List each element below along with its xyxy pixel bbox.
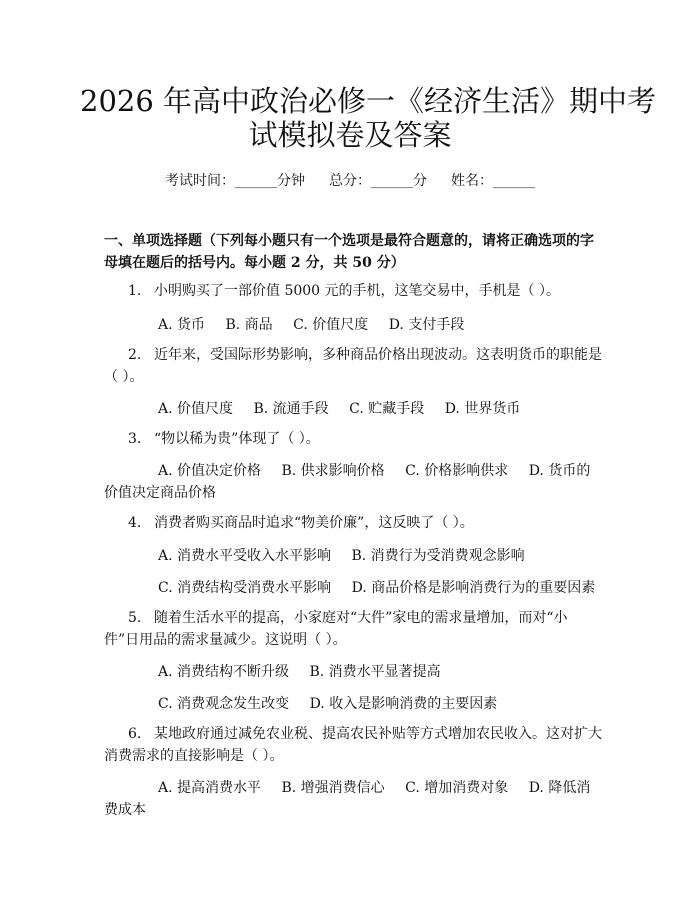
question-5-options-row-2	[158, 693, 513, 713]
option-c: C. 贮藏手段	[349, 401, 425, 417]
question-text-continued: 消费需求的直接影响是（ ）。	[104, 748, 284, 764]
option-d: D. 支付手段	[388, 317, 465, 333]
page-title	[80, 84, 657, 152]
question-text: 某地政府通过减免农业税、提高农民补贴等方式增加农民收入。这对扩大	[154, 726, 602, 742]
question-number: 5.	[128, 610, 142, 626]
question-text: 小明购买了一部价值 5000 元的手机，这笔交易中，手机是（ ）。	[154, 283, 560, 299]
exam-time: 考试时间：______分钟	[165, 173, 305, 189]
option-d-continued: 费成本	[104, 802, 146, 818]
question-number: 4.	[128, 515, 142, 531]
student-name: 姓名：______	[451, 173, 535, 189]
option-a: A. 价值决定价格	[158, 463, 262, 479]
section-heading-line-2: 母填在题后的括号内。每小题 2 分，共 50 分）	[104, 255, 405, 271]
option-a: A. 消费结构不断升级	[158, 664, 290, 680]
question-3	[104, 428, 604, 450]
option-c: C. 消费结构受消费水平影响	[158, 580, 332, 596]
question-6-options	[104, 777, 604, 821]
option-c: C. 价值尺度	[293, 317, 369, 333]
option-c: C. 增加消费对象	[405, 780, 509, 796]
question-4-options-row-1	[158, 545, 541, 565]
section-heading-line-1: 一、单项选择题（下列每小题只有一个选项是最符合题意的，请将正确选项的字	[104, 233, 594, 249]
question-3-options	[104, 460, 604, 504]
option-a: A. 价值尺度	[158, 401, 234, 417]
question-1	[104, 280, 604, 302]
question-text-continued: （ ）。	[104, 369, 144, 385]
question-1-options	[158, 314, 480, 334]
option-a: A. 消费水平受收入水平影响	[158, 548, 332, 564]
option-d: D. 世界货币	[444, 401, 521, 417]
question-2-options	[158, 398, 536, 418]
question-number: 1.	[128, 283, 142, 299]
question-6	[104, 723, 604, 767]
option-b: B. 供求影响价格	[281, 463, 385, 479]
option-c: C. 价格影响供求	[405, 463, 509, 479]
option-d: D. 收入是影响消费的主要因素	[309, 696, 498, 712]
question-number: 3.	[128, 431, 142, 447]
question-text: 消费者购买商品时追求“物美价廉”，这反映了（ ）。	[154, 515, 474, 531]
question-4-options-row-2	[158, 577, 611, 597]
option-a: A. 提高消费水平	[158, 780, 262, 796]
option-c: C. 消费观念发生改变	[158, 696, 290, 712]
option-d: D. 商品价格是影响消费行为的重要因素	[351, 580, 596, 596]
question-text: 随着生活水平的提高，小家庭对“大件”家电的需求量增加，而对“小	[154, 610, 568, 626]
question-4	[104, 512, 604, 534]
question-2	[104, 344, 604, 388]
question-number: 2.	[128, 347, 142, 363]
question-5-options-row-1	[158, 661, 457, 681]
section-heading	[104, 230, 604, 274]
option-b: B. 增强消费信心	[281, 780, 385, 796]
option-b: B. 流通手段	[253, 401, 329, 417]
question-5	[104, 607, 604, 651]
option-d: D. 货币的	[528, 463, 591, 479]
exam-meta	[0, 170, 700, 190]
option-d-continued: 价值决定商品价格	[104, 485, 216, 501]
question-number: 6.	[128, 726, 142, 742]
question-text: 近年来，受国际形势影响，多种商品价格出现波动。这表明货币的职能是	[154, 347, 602, 363]
exam-score: 总分：______分	[329, 173, 427, 189]
question-text: “物以稀为贵”体现了（ ）。	[154, 431, 320, 447]
title-line-2: 试模拟卷及答案	[248, 118, 452, 152]
option-d: D. 降低消	[528, 780, 591, 796]
title-line-1: 2026 年高中政治必修一《经济生活》期中考	[80, 84, 657, 118]
option-b: B. 商品	[225, 317, 273, 333]
question-text-continued: 件”日用品的需求量减少。这说明（ ）。	[104, 632, 347, 648]
option-a: A. 货币	[158, 317, 206, 333]
option-b: B. 消费行为受消费观念影响	[351, 548, 525, 564]
option-b: B. 消费水平显著提高	[309, 664, 441, 680]
